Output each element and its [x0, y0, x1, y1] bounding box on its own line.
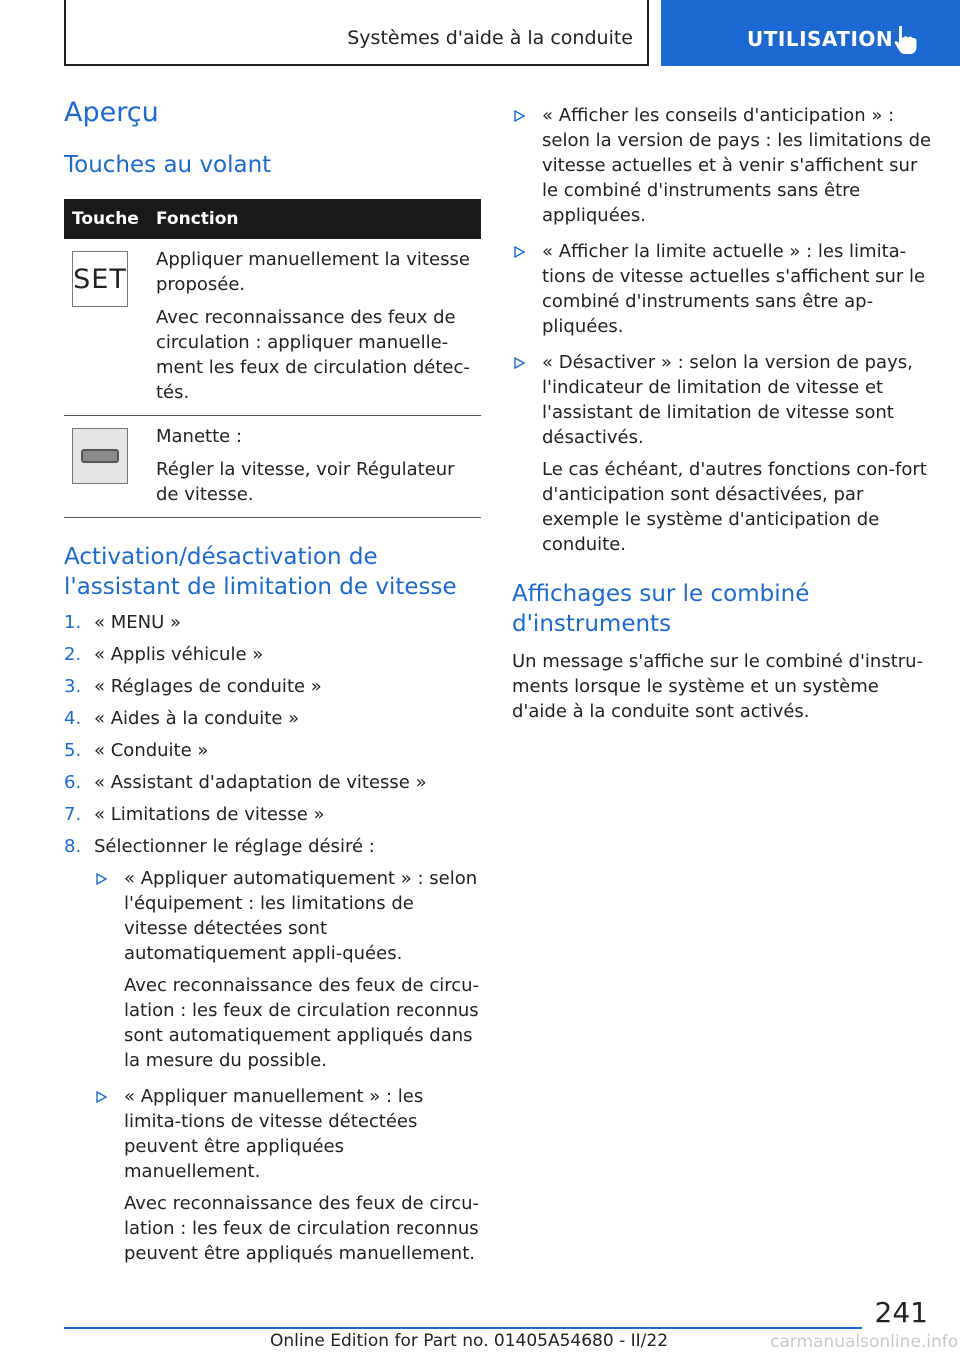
section-title-activation: Activation/désactivation de l'assistant de limitation de vitesse	[64, 544, 457, 600]
table-cell-function	[148, 416, 481, 518]
footer-edition: Online Edition for Part no. 01405A54680 - II/22	[270, 1331, 669, 1351]
set-key-icon	[72, 251, 128, 307]
header-section-title: Systèmes d'aide à la conduite	[347, 27, 633, 49]
left-column	[64, 96, 481, 1277]
list-item: « Afficher la limite actuelle » : les limita-tions de vitesse actuelles s'affichent sur le combiné d'instruments sans être ap-pliquées.	[512, 239, 932, 339]
header-chapter-tab	[661, 0, 960, 66]
list-item: 2. « Applis véhicule »	[64, 644, 264, 665]
affichages-paragraph: Un message s'affiche sur le combiné d'instru-ments lorsque le système et un système d'aide à la conduite sont activés.	[512, 651, 924, 722]
list-item: 6. « Assistant d'adaptation de vitesse »	[64, 772, 427, 793]
table-row	[64, 239, 481, 416]
section-title-touches: Touches au volant	[64, 152, 272, 178]
list-item: « Afficher les conseils d'anticipation » : selon la version de pays : les limitations de vitesse actuelles et à venir s'affichent sur le combiné d'instruments sans être appliquées.	[512, 103, 932, 228]
triangle-bullet-icon	[514, 110, 525, 122]
watermark-text: carmanualsonline.info	[770, 1332, 959, 1352]
triangle-bullet-icon	[514, 357, 525, 369]
right-column	[512, 103, 932, 724]
triangle-bullet-icon	[96, 1091, 107, 1103]
lever-icon	[72, 428, 128, 484]
steps-list	[64, 610, 481, 859]
key-function-table	[64, 199, 481, 518]
page-title: Aperçu	[64, 97, 159, 128]
section-title-affichages: Affichages sur le combiné d'instruments	[512, 581, 810, 637]
table-header-touche: Touche	[64, 199, 148, 239]
table-row	[64, 416, 481, 518]
footer-divider	[64, 1327, 862, 1329]
list-item: « Appliquer automatiquement » : selon l'équipement : les limitations de vitesse détectées sont automatiquement appli-quées. Avec reconnaissance des feux de circu-lation : les feux de circulation reconnus sont automatiquement appliqués dans la mesure du possible.	[94, 866, 481, 1073]
function-text: Avec reconnaissance des feux de circulation : appliquer manuelle-ment les feux de circulation détec-tés.	[156, 307, 470, 403]
list-item: 1. « MENU »	[64, 612, 182, 633]
table-cell-function	[148, 239, 481, 416]
triangle-bullet-icon	[514, 246, 525, 258]
function-text: Appliquer manuellement la vitesse proposée.	[156, 249, 470, 295]
table-cell-key	[64, 416, 148, 518]
hand-pointer-icon	[893, 25, 919, 55]
list-item: « Désactiver » : selon la version de pays, l'indicateur de limitation de vitesse et l'assistant de limitation de vitesse sont désactivés. Le cas échéant, d'autres fonctions con-fort d'anticipation sont désactivées, par exemple le système d'anticipation de conduite.	[512, 350, 932, 557]
settings-option-list	[94, 866, 481, 1266]
header-section-box	[64, 0, 649, 66]
header-chapter-label: UTILISATION	[747, 27, 894, 51]
list-item: « Appliquer manuellement » : les limita-tions de vitesse détectées peuvent être appliquées manuellement. Avec reconnaissance des feux de circu-lation : les feux de circulation reconnus peuvent être appliqués manuellement.	[94, 1084, 481, 1266]
table-cell-key	[64, 239, 148, 416]
triangle-bullet-icon	[96, 873, 107, 885]
list-item: 4. « Aides à la conduite »	[64, 708, 300, 729]
list-item: 8. Sélectionner le réglage désiré :	[64, 836, 375, 857]
set-key-label: SET	[73, 263, 127, 295]
page-number: 241	[874, 1296, 928, 1329]
list-item: 3. « Réglages de conduite »	[64, 676, 322, 697]
list-item: 7. « Limitations de vitesse »	[64, 804, 325, 825]
function-text: Régler la vitesse, voir Régulateur de vitesse.	[156, 459, 455, 505]
table-header-fonction: Fonction	[148, 199, 481, 239]
function-text: Manette :	[156, 426, 243, 447]
display-option-list	[512, 103, 932, 557]
list-item: 5. « Conduite »	[64, 740, 209, 761]
